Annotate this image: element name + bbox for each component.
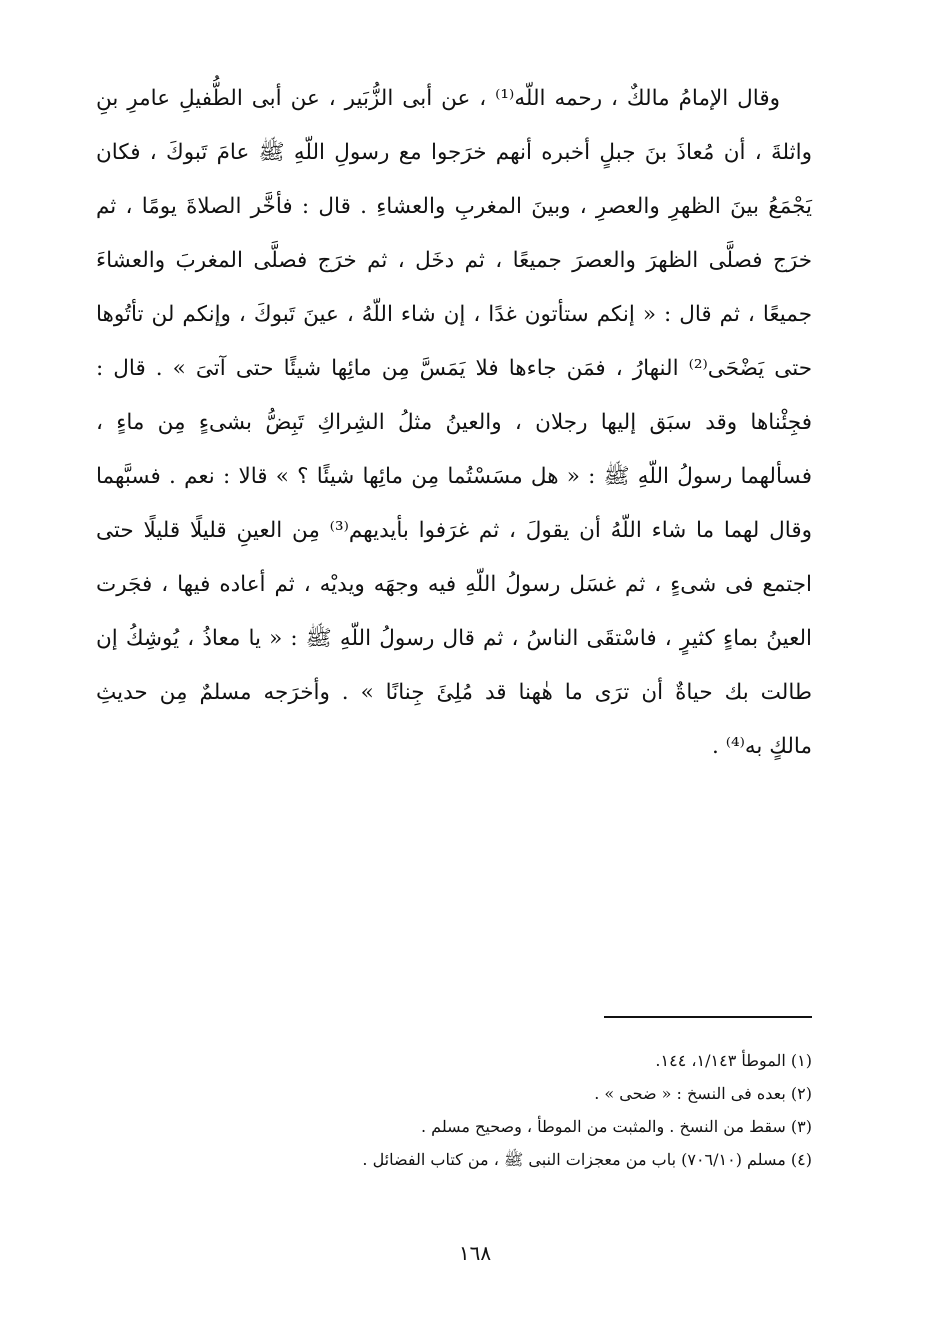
main-text-block xyxy=(96,72,812,774)
footnote-divider xyxy=(604,1016,812,1018)
text-line: فجِئْناها وقد سبَق إليها رجلان ، والعينُ مثلُ الشِراكِ تَبِضُّ بشىءٍ مِن ماءٍ ، xyxy=(96,410,812,435)
footnotes-block xyxy=(200,1044,812,1176)
text-line: وقال لهما ما شاء اللّهُ أن يقولَ ، ثم غرَفوا بأيديهم⁽³⁾ مِن العينِ قليلًا قليلًا حتى xyxy=(96,518,812,543)
text-line: واثلةَ ، أن مُعاذَ بنَ جبلٍ أخبره أنهم خرَجوا مع رسولِ اللّهِ ﷺ عامَ تَبوكَ ، فكان xyxy=(96,140,812,165)
page-number: ١٦٨ xyxy=(458,1241,492,1265)
footnote: (٤) مسلم (٧٠٦/١٠) باب من معجزات النبى ﷺ ، من كتاب الفضائل . xyxy=(362,1150,812,1169)
text-line: فسألهما رسولُ اللّهِ ﷺ : « هل مسَسْتُما مِن مائِها شيئًا ؟ » قالا : نعم . فسبَّهما xyxy=(96,464,812,489)
text-line: مالكٍ به⁽⁴⁾ . xyxy=(712,734,812,759)
footnote: (١) الموطأ ١/١٤٣، ١٤٤. xyxy=(655,1051,812,1070)
text-line: وقال الإمامُ مالكٌ ، رحمه اللّه⁽¹⁾ ، عن أبى الزُّبَير ، عن أبى الطُّفيلِ عامرِ بنِ xyxy=(96,86,780,111)
text-line: جميعًا ، ثم قال : « إنكم ستأتون غدًا ، إن شاء اللّهُ ، عينَ تَبوكَ ، وإنكم لن تأتُوها xyxy=(96,302,812,327)
text-line: اجتمع فى شىءٍ ، ثم غسَل رسولُ اللّهِ فيه وجهَه ويديْه ، ثم أعاده فيها ، فجَرت xyxy=(96,572,812,597)
footnote: (٢) بعده فى النسخ : « ضحى » . xyxy=(594,1084,812,1103)
footnote: (٣) سقط من النسخ . والمثبت من الموطأ ، وصحيح مسلم . xyxy=(421,1117,812,1136)
text-line: العينُ بماءٍ كثيرٍ ، فاسْتقَى الناسُ ، ثم قال رسولُ اللّهِ ﷺ : « يا معاذُ ، يُوشِكُ إن xyxy=(96,626,812,651)
text-line: طالت بك حياةٌ أن ترَى ما هٰهنا قد مُلِئَ جِنانًا » . وأخرَجه مسلمٌ مِن حديثِ xyxy=(96,680,812,705)
text-line: حتى يَضْحَى⁽²⁾ النهارُ ، فمَن جاءها فلا يَمَسَّ مِن مائِها شيئًا حتى آتىَ » . قال : xyxy=(96,356,812,381)
text-line: خرَج فصلَّى الظهرَ والعصرَ جميعًا ، ثم دخَل ، ثم خرَج فصلَّى المغربَ والعشاءَ xyxy=(96,248,812,273)
text-line: يَجْمَعُ بينَ الظهرِ والعصرِ ، وبينَ المغربِ والعشاءِ . قال : فأخَّر الصلاةَ يومًا ، ثم xyxy=(96,194,812,219)
